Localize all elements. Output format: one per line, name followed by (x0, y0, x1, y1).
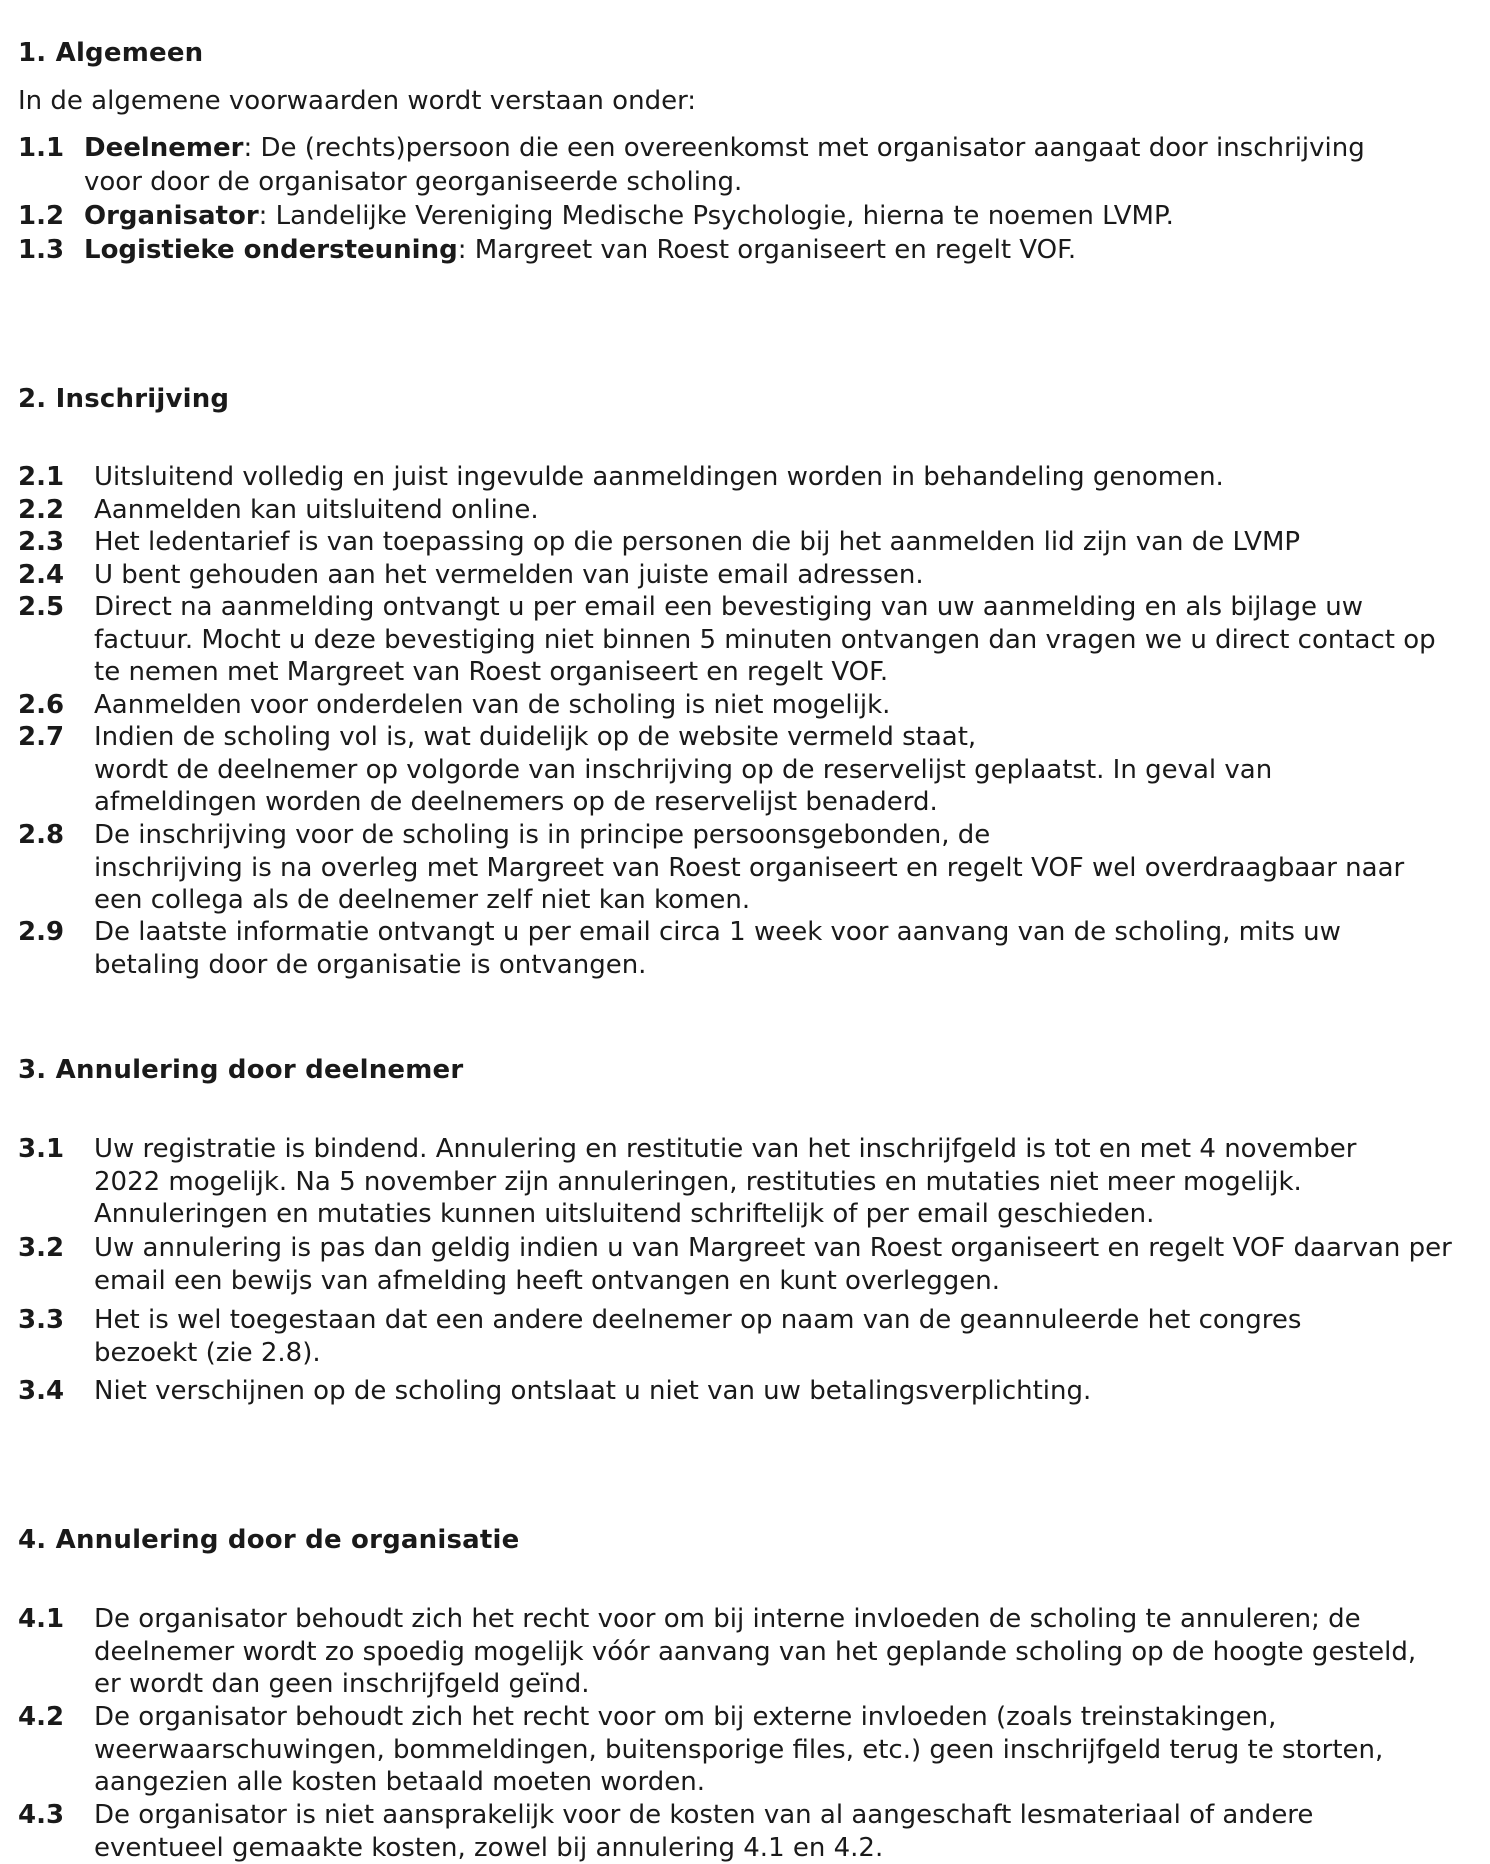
clause-number: 1.3 (18, 235, 65, 265)
section-1-intro: In de algemene voorwaarden wordt verstaan onder: (18, 86, 697, 116)
clause-line: Indien de scholing vol is, wat duidelijk op de website vermeld staat, (94, 722, 977, 752)
clause-text (84, 233, 1428, 267)
clause-2-9 (18, 916, 1408, 981)
clause-3-1 (18, 1133, 1428, 1231)
clause-text: Uw annulering is pas dan geldig indien u van Margreet van Roest organiseert en regelt VOF daarvan per email een bewijs van afmelding heeft ontvangen en kunt overleggen. (94, 1233, 1452, 1296)
clause-text (84, 199, 1428, 233)
clause-2-1 (18, 461, 1458, 494)
clause-4-2 (18, 1701, 1438, 1799)
clause-2-4 (18, 559, 1458, 592)
clause-text: Het is wel toegestaan dat een andere deelnemer op naam van de geannuleerde het congres bezoekt (zie 2.8). (94, 1305, 1302, 1368)
clause-2-6 (18, 689, 1458, 722)
clause-number: 4.1 (18, 1604, 65, 1634)
clause-number: 4.3 (18, 1800, 65, 1830)
clause-number: 3.1 (18, 1134, 65, 1164)
clause-2-8 (18, 819, 1408, 917)
clause-number: 1.2 (18, 201, 65, 231)
clause-3-3 (18, 1304, 1378, 1369)
section-4-heading: 4. Annulering door de organisatie (18, 1525, 520, 1555)
clause-3-4 (18, 1375, 1458, 1408)
defined-term: Deelnemer (84, 133, 244, 163)
clause-1-1 (18, 131, 1428, 199)
clause-number: 2.2 (18, 495, 65, 525)
clause-number: 2.6 (18, 690, 65, 720)
clause-text: U bent gehouden aan het vermelden van juiste email adressen. (94, 560, 924, 590)
clause-text: De organisator behoudt zich het recht voor om bij interne invloeden de scholing te annuleren; de deelnemer wordt zo spoedig mogelijk vóór aanvang van het geplande scholing op de hoogte gesteld, er wordt dan geen inschrijfgeld geïnd. (94, 1604, 1417, 1699)
clause-text (94, 721, 1348, 819)
clause-2-7 (18, 721, 1348, 819)
defined-term: Logistieke ondersteuning (84, 235, 458, 265)
clause-text (84, 131, 1428, 199)
definition: : Margreet van Roest organiseert en regelt VOF. (457, 235, 1077, 265)
clause-line: wordt de deelnemer op volgorde van inschrijving op de reservelijst geplaatst. In geval van afmeldingen worden de deelnemers op de reservelijst benaderd. (94, 754, 1273, 817)
clause-2-2 (18, 494, 1458, 527)
clause-number: 2.3 (18, 527, 65, 557)
clause-number: 3.4 (18, 1376, 65, 1406)
clause-number: 2.7 (18, 722, 65, 752)
clause-text: De laatste informatie ontvangt u per email circa 1 week voor aanvang van de scholing, mits uw betaling door de organisatie is ontvangen. (94, 917, 1341, 980)
clause-2-5 (18, 591, 1458, 689)
clause-text: De organisator is niet aansprakelijk voor de kosten van al aangeschaft lesmateriaal of andere eventueel gemaakte kosten, zowel bij annulering 4.1 en 4.2. (94, 1800, 1314, 1863)
clause-number: 4.2 (18, 1702, 65, 1732)
clause-text: Niet verschijnen op de scholing ontslaat u niet van uw betalingsverplichting. (94, 1376, 1092, 1406)
section-2-heading: 2. Inschrijving (18, 384, 230, 414)
clause-number: 3.2 (18, 1233, 65, 1263)
clause-2-3 (18, 526, 1458, 559)
section-1-heading: 1. Algemeen (18, 38, 204, 68)
clause-line: De inschrijving voor de scholing is in principe persoonsgebonden, de (94, 820, 991, 850)
clause-text: Het ledentarief is van toepassing op die personen die bij het aanmelden lid zijn van de LVMP (94, 527, 1301, 557)
clause-number: 2.9 (18, 917, 65, 947)
clause-3-2 (18, 1232, 1468, 1297)
clause-number: 2.4 (18, 560, 65, 590)
definition: : De (rechts)persoon die een overeenkomst met organisator aangaat door inschrijving voor door de organisator georganiseerde scholing. (84, 133, 1365, 197)
clause-text: Aanmelden kan uitsluitend online. (94, 495, 539, 525)
clause-4-3 (18, 1799, 1388, 1864)
clause-1-2 (18, 199, 1428, 233)
clause-number: 3.3 (18, 1305, 65, 1335)
clause-text: Uw registratie is bindend. Annulering en restitutie van het inschrijfgeld is tot en met 4 november 2022 mogelijk. Na 5 november zijn annuleringen, restituties en mutaties niet meer mogelijk. Annuleringen en mutaties kunnen uitsluitend schriftelijk of per email geschieden. (94, 1134, 1357, 1229)
clause-text: Uitsluitend volledig en juist ingevulde aanmeldingen worden in behandeling genomen. (94, 462, 1224, 492)
clause-number: 2.1 (18, 462, 65, 492)
clause-4-1 (18, 1603, 1428, 1701)
clause-number: 1.1 (18, 133, 65, 163)
clause-number: 2.8 (18, 820, 65, 850)
clause-line: inschrijving is na overleg met Margreet van Roest organiseert en regelt VOF wel overdraagbaar naar een collega als de deelnemer zelf niet kan komen. (94, 852, 1405, 915)
clause-number: 2.5 (18, 592, 65, 622)
section-3-heading: 3. Annulering door deelnemer (18, 1055, 464, 1085)
clause-1-3 (18, 233, 1428, 267)
clause-text: De organisator behoudt zich het recht voor om bij externe invloeden (zoals treinstakingen, weerwaarschuwingen, bommeldingen, buitensporige files, etc.) geen inschrijfgeld terug te storten, aangezien alle kosten betaald moeten worden. (94, 1702, 1384, 1797)
defined-term: Organisator (84, 201, 259, 231)
definition: : Landelijke Vereniging Medische Psychologie, hierna te noemen LVMP. (258, 201, 1174, 231)
clause-text (94, 819, 1408, 917)
clause-text: Direct na aanmelding ontvangt u per email een bevestiging van uw aanmelding en als bijlage uw factuur. Mocht u deze bevestiging niet binnen 5 minuten ontvangen dan vragen we u direct contact op te nemen met Margreet van Roest organiseert en regelt VOF. (94, 592, 1436, 687)
clause-text: Aanmelden voor onderdelen van de scholing is niet mogelijk. (94, 690, 891, 720)
